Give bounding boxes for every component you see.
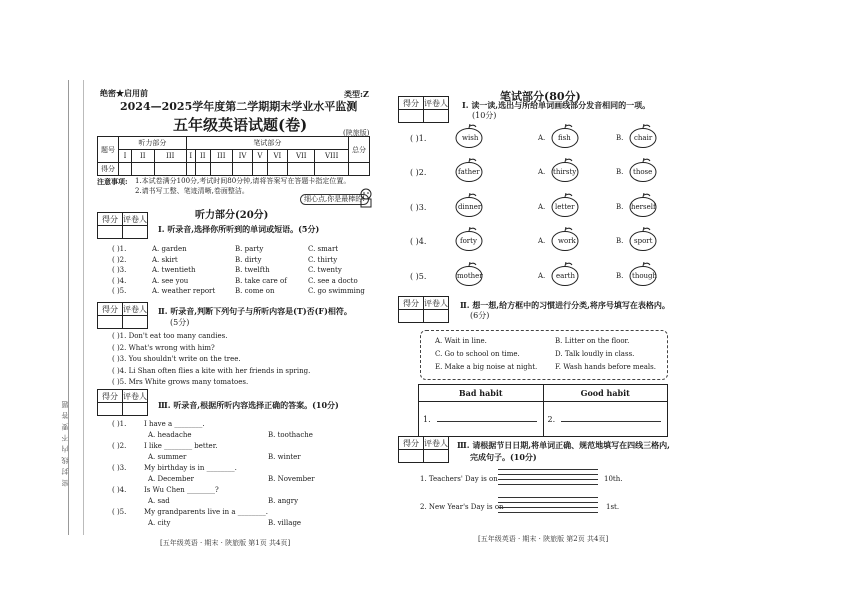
apple-word: earth — [556, 272, 575, 280]
notes-line-2: 2.请书写工整、笔迹清晰,卷面整洁。 — [135, 187, 249, 195]
question-number: ( )3. — [410, 203, 427, 212]
apple-word: fish — [558, 134, 571, 142]
list-item: ( )3. My birthday is in ________. — [112, 464, 237, 472]
habit-table — [418, 384, 668, 437]
notes-line-1: 1.本试卷满分100分,考试时间80分钟,请将答案写在答题卡指定位置。 — [135, 177, 351, 185]
written-header: 笔试部分 — [186, 137, 348, 150]
binding-margin — [68, 80, 84, 535]
listening-q3-title: Ⅲ. 听录音,根据所听内容选择正确的答案。(10分) — [158, 400, 339, 410]
written-q2-score: (6分) — [470, 311, 490, 320]
col-numeral: II — [195, 150, 210, 163]
option-label: A. — [538, 134, 546, 142]
habit-option: B. Litter on the floor. — [555, 337, 630, 345]
score-cell[interactable] — [349, 163, 370, 176]
list-item: ( )5. A. weather report B. come on C. go swimming — [112, 287, 365, 295]
sentence-2-end: 1st. — [606, 503, 620, 511]
score-box-label: 得分 — [399, 97, 424, 110]
bad-habit-answer-cell[interactable]: 1. — [419, 402, 544, 437]
marker-box-cell[interactable] — [123, 226, 148, 239]
score-box-listening-3 — [97, 389, 148, 416]
question-number: ( )1. — [410, 134, 427, 143]
marker-box-cell[interactable] — [424, 450, 449, 463]
score-box-cell[interactable] — [98, 403, 123, 416]
score-cell[interactable] — [210, 163, 232, 176]
col-numeral: I — [119, 150, 132, 163]
marker-box-cell[interactable] — [123, 316, 148, 329]
apple-word: mother — [457, 272, 483, 280]
marker-box-label: 评卷人 — [424, 98, 448, 108]
col-numeral: VII — [288, 150, 315, 163]
listening-q2-title: Ⅱ. 听录音,判断下列句子与所听内容是(T)否(F)相符。 — [158, 306, 352, 316]
list-item: ( )5. Mrs White grows many tomatoes. — [112, 378, 249, 386]
binding-text: 密 封 线 内 不 要 答 题 — [61, 400, 69, 487]
listening-q2-score: (5分) — [170, 318, 190, 327]
marker-box-label: 评卷人 — [123, 214, 147, 224]
sentence-1-end: 10th. — [604, 475, 623, 483]
apple-word: dinner — [458, 203, 482, 211]
score-cell[interactable] — [132, 163, 155, 176]
score-box-label: 得分 — [98, 213, 123, 226]
option-label: B. — [616, 237, 624, 245]
marker-box-cell[interactable] — [123, 403, 148, 416]
apple-word: herself — [631, 203, 656, 211]
list-item: ( )3. A. twentieth B. twelfth C. twenty — [112, 266, 342, 274]
cartoon-icon — [357, 188, 375, 214]
col-numeral: IV — [232, 150, 253, 163]
written-q1-list — [410, 124, 660, 294]
col-numeral: VI — [267, 150, 288, 163]
col-numeral: III — [154, 150, 186, 163]
page-footer-1: [五年级英语 · 期末 · 陕旅版 第1页 共4页] — [160, 539, 291, 547]
list-item: ( )2. A. skirt B. dirty C. thirty — [112, 255, 338, 264]
apple-word: wish — [462, 134, 479, 142]
score-box-listening-2 — [97, 302, 148, 329]
marker-box-cell[interactable] — [424, 310, 449, 323]
list-item: ( )2. What's wrong with him? — [112, 343, 215, 352]
score-cell[interactable] — [288, 163, 315, 176]
apple-word: father — [458, 168, 480, 176]
good-habit-header: Good habit — [543, 385, 668, 402]
habit-option: D. Talk loudly in class. — [555, 350, 635, 358]
col-numeral: VIII — [315, 150, 349, 163]
score-cell[interactable] — [186, 163, 195, 176]
list-item: A. summer B. winter — [148, 453, 301, 461]
score-table — [97, 136, 370, 176]
list-item: ( )2. I like ________ better. — [112, 442, 218, 450]
col-numeral: III — [210, 150, 232, 163]
written-q3-title-2: 完成句子。(10分) — [470, 452, 537, 462]
apple-word: though — [632, 272, 658, 280]
written-q1-title: Ⅰ. 读一读,选出与所给单词画线部分发音相同的一项。 — [462, 100, 651, 110]
habit-option: A. Wait in line. — [435, 337, 487, 345]
confidential-label: 绝密★启用前 — [100, 88, 148, 98]
listening-q1-list — [112, 245, 367, 298]
listening-heading: 听力部分(20分) — [195, 210, 269, 221]
option-label: A. — [538, 203, 546, 211]
score-cell[interactable] — [267, 163, 288, 176]
score-box-cell[interactable] — [98, 226, 123, 239]
option-label: B. — [616, 272, 624, 280]
page-footer-2: [五年级英语 · 期末 · 陕旅版 第2页 共4页] — [478, 535, 609, 543]
list-item: ( )3. You shouldn't write on the tree. — [112, 355, 241, 363]
sentence-2: 2. New Year's Day is on — [420, 503, 504, 511]
list-item: ( )4. Is Wu Chen ________? — [112, 486, 219, 494]
listening-q2-list — [112, 332, 310, 390]
total-header: 总分 — [349, 137, 370, 163]
encouragement-sticker: 细心点,你是最棒的! — [300, 194, 369, 205]
score-box-written-3 — [398, 436, 449, 463]
marker-box-label: 评卷人 — [424, 298, 448, 308]
option-label: A. — [538, 237, 546, 245]
marker-box-label: 评卷人 — [123, 391, 147, 401]
score-cell[interactable] — [232, 163, 253, 176]
written-q1-score: (10分) — [472, 111, 497, 120]
bad-habit-header: Bad habit — [419, 385, 544, 402]
col-numeral: II — [132, 150, 155, 163]
list-item: A. city B. village — [148, 519, 302, 527]
apple-word: chair — [634, 134, 653, 142]
apple-word: sport — [634, 237, 653, 245]
score-box-label: 得分 — [399, 437, 424, 450]
list-item: A. headache B. toothache — [148, 431, 313, 439]
notes-label: 注意事项: — [97, 177, 128, 186]
score-box-cell[interactable] — [98, 316, 123, 329]
list-item: A. sad B. angry — [148, 497, 299, 505]
option-label: B. — [616, 134, 624, 142]
col-numeral: V — [253, 150, 267, 163]
question-number: ( )4. — [410, 237, 427, 246]
habit-option: F. Wash hands before meals. — [555, 363, 656, 371]
list-item: ( )1. I have a ________. — [112, 420, 205, 428]
score-box-written-2 — [398, 296, 449, 323]
list-item: ( )4. A. see you B. take care of C. see a docto — [112, 276, 358, 285]
question-number: ( )5. — [410, 272, 427, 281]
paper-title: 五年级英语试题(卷) — [173, 116, 308, 134]
list-item: A. December B. November — [148, 475, 315, 483]
question-number: ( )2. — [410, 168, 427, 177]
option-label: A. — [538, 272, 546, 280]
good-habit-answer-cell[interactable]: 2. — [543, 402, 668, 437]
list-item: ( )5. My grandparents live in a ________. — [112, 508, 269, 516]
score-box-label: 得分 — [98, 303, 123, 316]
score-cell[interactable] — [315, 163, 349, 176]
apple-word: forty — [460, 237, 477, 245]
list-item: ( )4. Li Shan often flies a kite with her friends in spring. — [112, 366, 311, 375]
type-label: 类型:Z — [344, 89, 369, 99]
option-label: B. — [616, 203, 624, 211]
score-cell[interactable] — [119, 163, 132, 176]
listening-q3-list — [112, 420, 372, 530]
score-cell[interactable] — [154, 163, 186, 176]
apple-word: thirsty — [553, 168, 577, 176]
score-box-cell[interactable] — [399, 450, 424, 463]
list-item: ( )1. A. garden B. party C. smart — [112, 245, 339, 253]
option-label: A. — [538, 168, 546, 176]
written-heading: 笔试部分(80分) — [500, 90, 581, 103]
col-numeral: I — [186, 150, 195, 163]
score-box-cell[interactable] — [399, 310, 424, 323]
written-q3-title: Ⅲ. 请根据节日日期,将单词正确、规范地填写在四线三格内, — [457, 440, 670, 450]
row-label-score: 得分 — [98, 163, 119, 176]
habit-options-box — [420, 330, 668, 380]
score-cell[interactable] — [195, 163, 210, 176]
listening-header: 听力部分 — [119, 137, 187, 150]
marker-box-cell[interactable] — [424, 110, 449, 123]
written-q2-title: Ⅱ. 想一想,给方框中的习惯进行分类,将序号填写在表格内。 — [460, 300, 670, 310]
listening-q1-title: Ⅰ. 听录音,选择你所听到的单词或短语。(5分) — [158, 224, 320, 234]
option-label: B. — [616, 168, 624, 176]
list-item: ( )1. Don't eat too many candies. — [112, 332, 228, 340]
apple-word: letter — [555, 203, 575, 211]
score-box-written-1 — [398, 96, 449, 123]
apple-word: those — [633, 168, 653, 176]
marker-box-label: 评卷人 — [424, 438, 448, 448]
sentence-1: 1. Teachers' Day is on — [420, 475, 498, 483]
exam-title: 2024—2025学年度第二学期期末学业水平监测 — [120, 100, 358, 113]
score-box-listening-1 — [97, 212, 148, 239]
habit-option: C. Go to school on time. — [435, 350, 520, 358]
score-box-label: 得分 — [399, 297, 424, 310]
edition-label: (陕旅版) — [343, 129, 370, 137]
habit-option: E. Make a big noise at night. — [435, 363, 538, 371]
apple-word: work — [558, 237, 576, 245]
marker-box-label: 评卷人 — [123, 304, 147, 314]
row-label-number: 题号 — [98, 137, 119, 163]
score-cell[interactable] — [253, 163, 267, 176]
score-box-cell[interactable] — [399, 110, 424, 123]
score-box-label: 得分 — [98, 390, 123, 403]
